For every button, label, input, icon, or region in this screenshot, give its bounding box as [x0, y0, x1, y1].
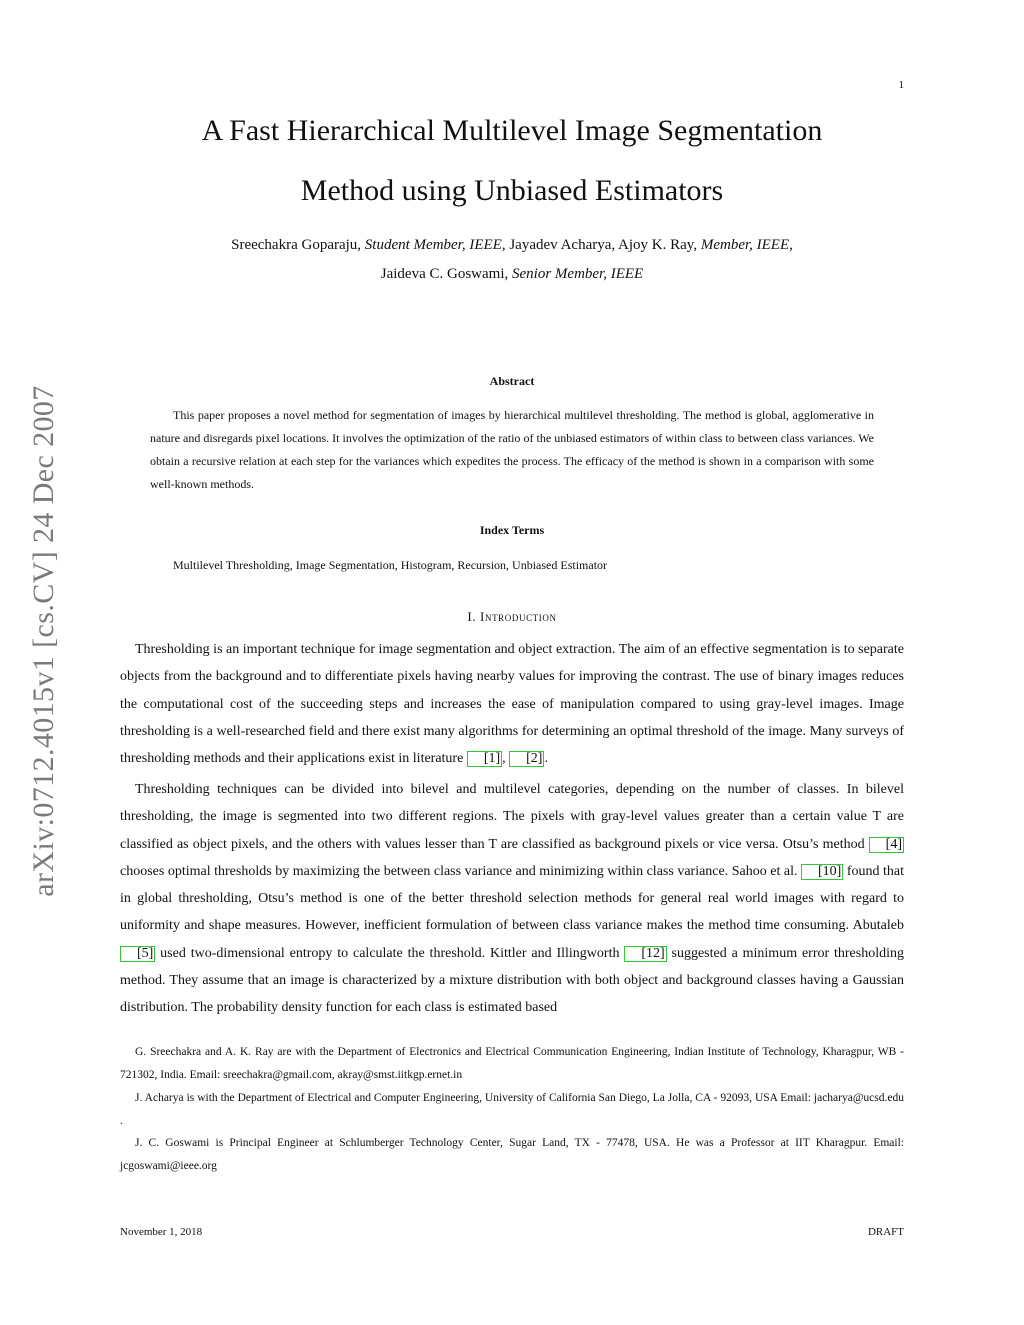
citation-link[interactable]: [4]: [869, 837, 904, 853]
author-role: Student Member, IEEE,: [364, 237, 506, 253]
author-role: Senior Member, IEEE: [512, 266, 644, 282]
citation-link[interactable]: [2]: [509, 751, 544, 767]
paper-title-line-1: A Fast Hierarchical Multilevel Image Segmentation: [201, 114, 823, 147]
citation-link[interactable]: [12]: [624, 946, 666, 962]
footer-status: DRAFT: [867, 1226, 904, 1238]
author-line-1: [100, 236, 924, 254]
page-number: 1: [898, 79, 904, 91]
citation-link[interactable]: [1]: [467, 751, 502, 767]
citation-link[interactable]: [10]: [801, 864, 843, 880]
paper-title-line-2: Method using Unbiased Estimators: [300, 174, 724, 207]
author-name: Jayadev Acharya, Ajoy K. Ray,: [509, 237, 698, 253]
author-name: Jaideva C. Goswami,: [380, 266, 509, 282]
author-line-2: [100, 265, 924, 283]
footnote-affiliation-1: G. Sreechakra and A. K. Ray are with the Department of Electronics and Electrical Communication Engineering, Indian Institute of Technology, Kharagpur, WB - 721302, India. Email: sreechakra@gmail.com, akray@smst.iitkgp.ernet.in: [120, 1046, 904, 1081]
footer-date: November 1, 2018: [120, 1226, 203, 1238]
arxiv-identifier: arXiv:0712.4015v1 [cs.CV] 24 Dec 2007: [27, 385, 60, 897]
footnote-affiliation-2: J. Acharya is with the Department of Electrical and Computer Engineering, University of California San Diego, La Jolla, CA - 92093, USA Email: jacharya@ucsd.edu .: [120, 1092, 904, 1127]
abstract-text: This paper proposes a novel method for segmentation of images by hierarchical multilevel thresholding. The method is global, agglomerative in nature and disregards pixel locations. It involves the optimization of the ratio of the unbiased estimators of within class to between class variances. We obtain a recursive relation at each step for the variances which expedites the process. The efficacy of the method is shown in a comparison with some well-known methods.: [150, 408, 874, 491]
author-role: Member, IEEE,: [700, 237, 793, 253]
index-terms-heading: Index Terms: [479, 523, 545, 537]
index-terms-text: Multilevel Thresholding, Image Segmentation, Histogram, Recursion, Unbiased Estimator: [173, 558, 608, 572]
introduction-paragraph-1: Thresholding is an important technique for image segmentation and object extraction. The aim of an effective segmentation is to separate objects from the background and to differentiate pixels having nearby values for improving the contrast. The use of binary images reduces the computational cost of the succeeding steps and increases the ease of manipulation compared to using gray-level images. Image thresholding is a well-researched field and there exist many algorithms for determining an optimal threshold of the image. Many surveys of thresholding methods and their applications exist in literature [1] , [2] .: [120, 642, 904, 767]
section-heading: I. Introduction: [467, 609, 557, 624]
author-name: Sreechakra Goparaju,: [231, 237, 362, 253]
abstract-heading: Abstract: [489, 374, 535, 388]
footnote-affiliation-3: J. C. Goswami is Principal Engineer at Schlumberger Technology Center, Sugar Land, TX - 77478, USA. He was a Professor at IIT Kharagpur. Email: jcgoswami@ieee.org: [120, 1137, 904, 1172]
introduction-paragraph-2: Thresholding techniques can be divided into bilevel and multilevel categories, depending on the number of classes. In bilevel thresholding, the image is segmented into two different regions. The pixels with gray-level values greater than a certain value T are classified as object pixels, and the others with values lesser than T are classified as background pixels or vice versa. Otsu’s method [4] chooses optimal thresholds by maximizing the between class variance and minimizing within class variance. Sahoo et al. [10] found that in global thresholding, Otsu’s method is one of the better threshold selection methods for general real world images with regard to uniformity and shape measures. However, inefficient formulation of between class variance makes the method time consuming. Abutaleb [5] used two-dimensional entropy to calculate the threshold. Kittler and Illingworth [12] suggested a minimum error thresholding method. They assume that an image is characterized by a mixture distribution with both object and background classes having a Gaussian distribution. The probability density function for each class is estimated based: [120, 782, 905, 1016]
citation-link[interactable]: [5]: [120, 946, 155, 962]
